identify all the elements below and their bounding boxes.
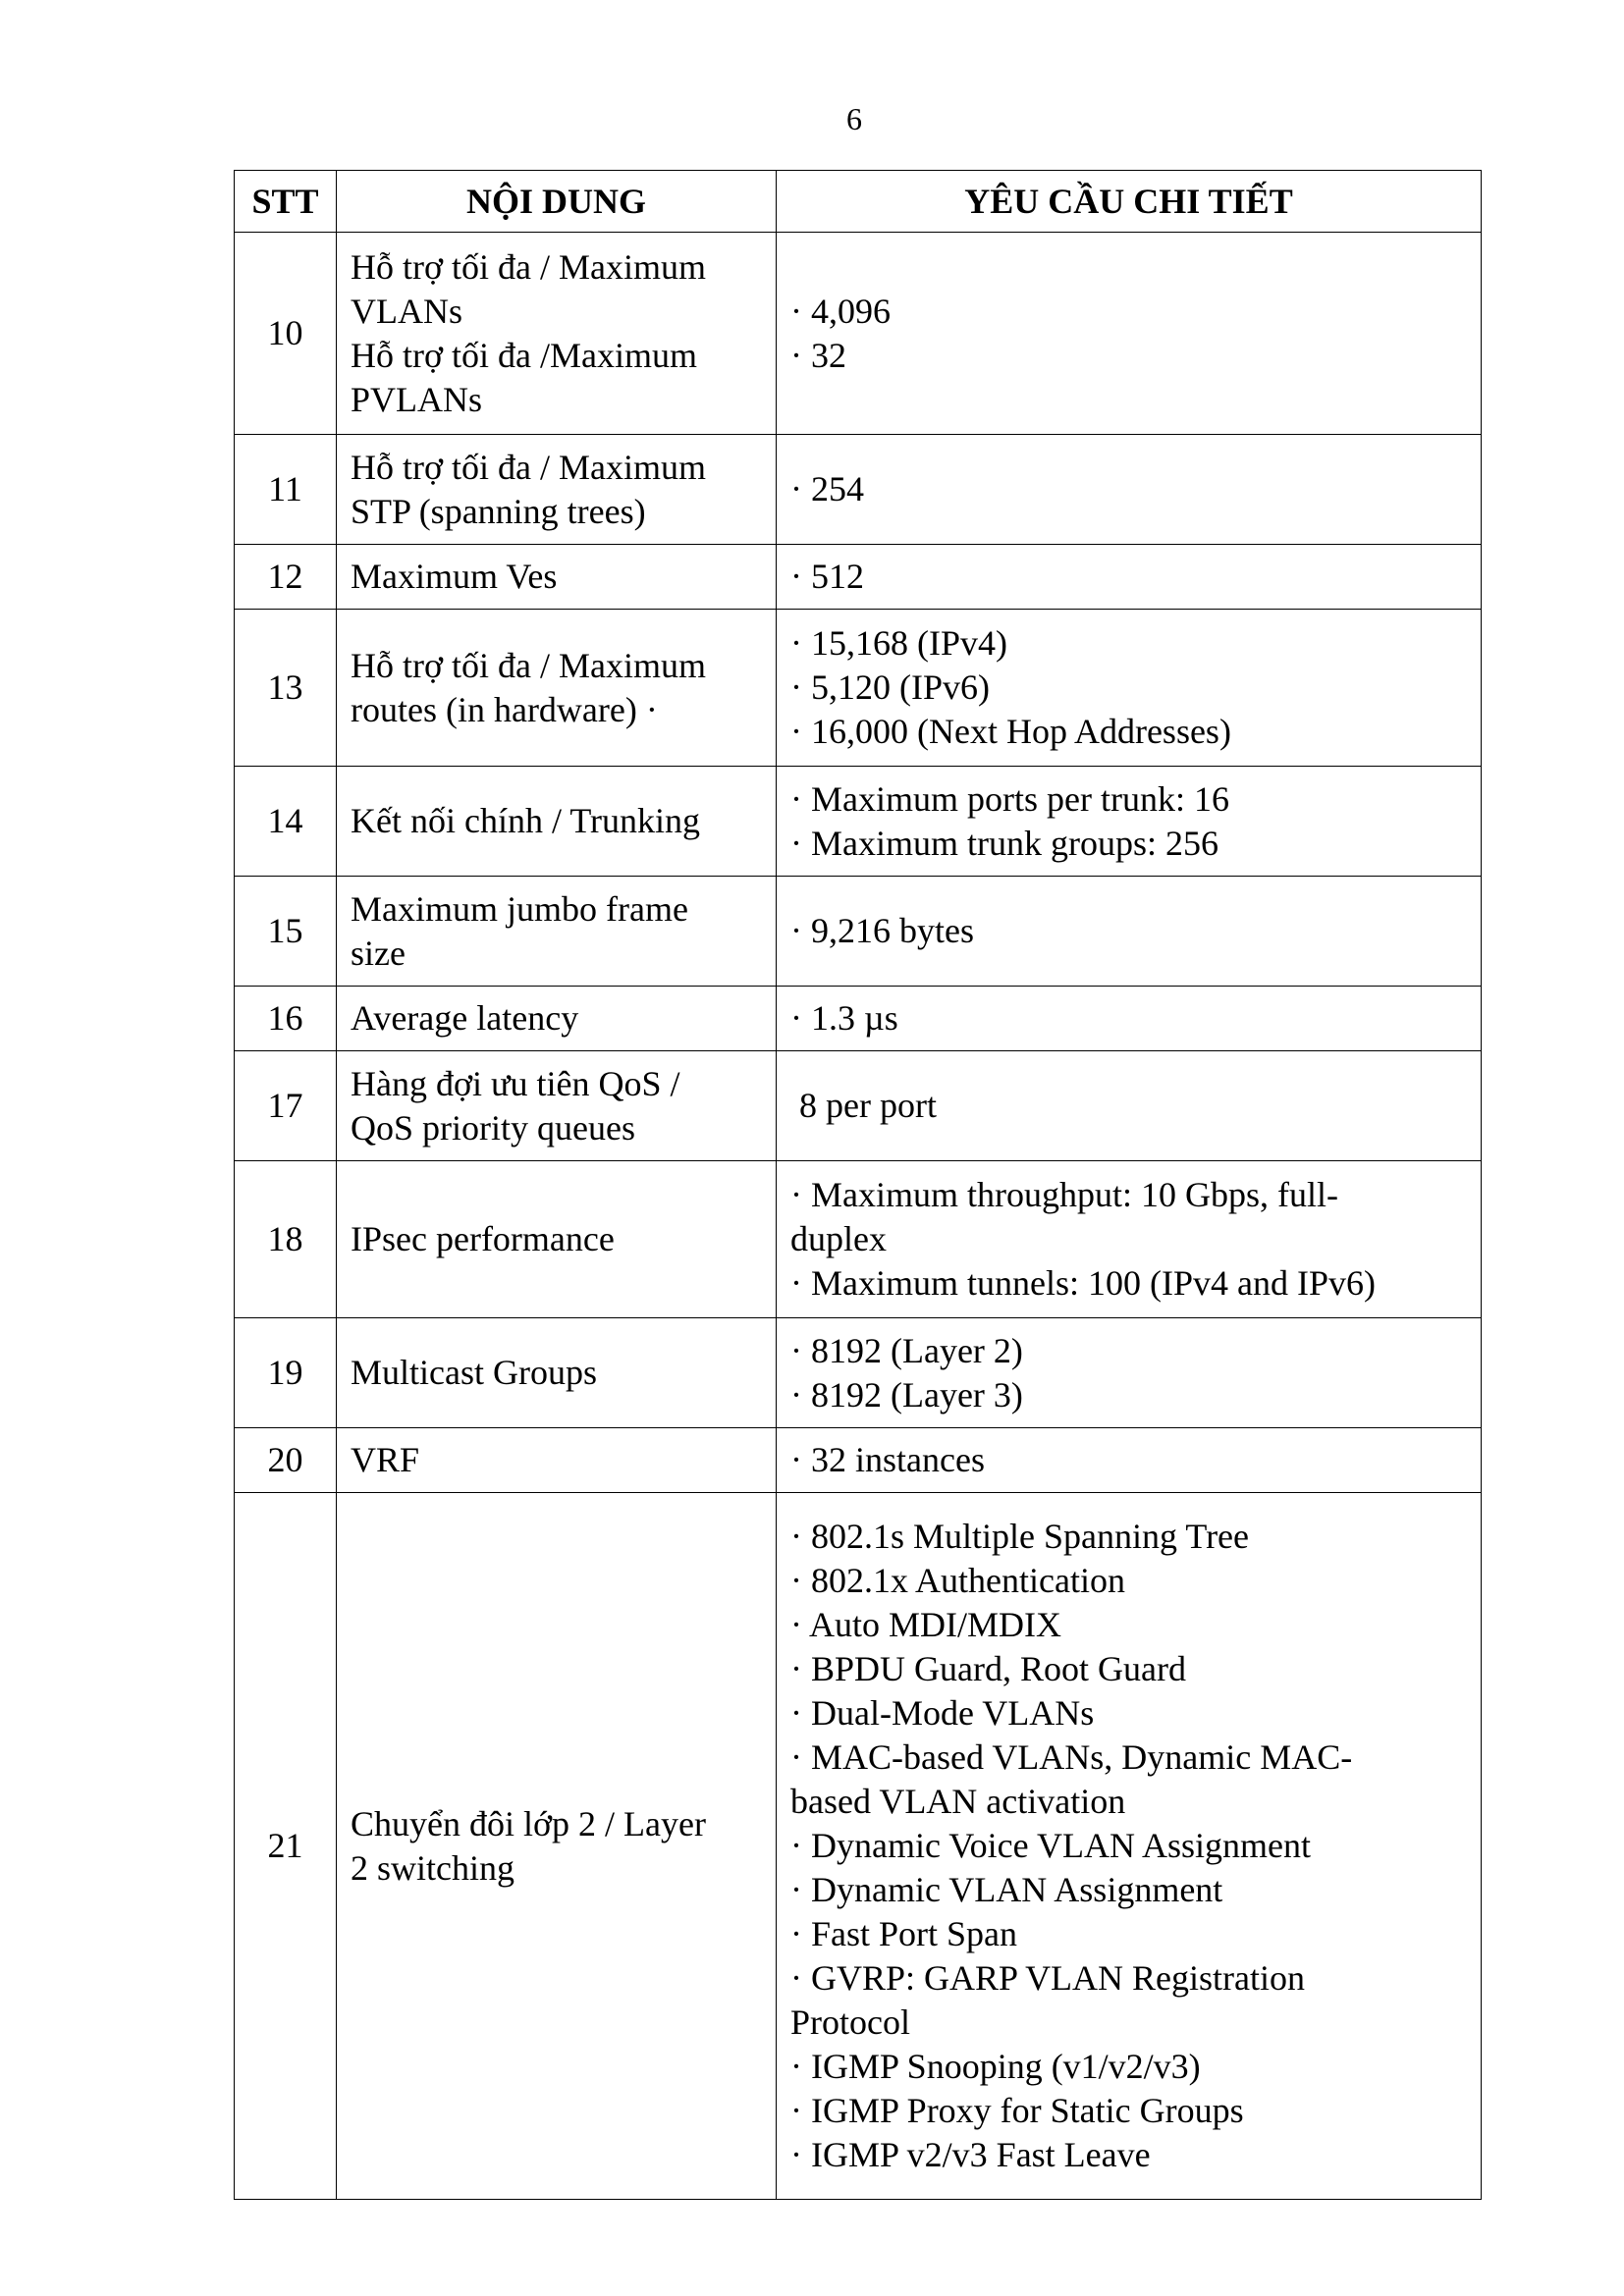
table-row xyxy=(235,610,1482,767)
requirement-item: · IGMP v2/v3 Fast Leave xyxy=(790,2135,1151,2174)
row-stt: 12 xyxy=(235,545,337,610)
row-content: Maximum jumbo frame size xyxy=(337,877,777,987)
requirement-item: · Maximum tunnels: 100 (IPv4 and IPv6) xyxy=(790,1263,1376,1303)
row-stt: 18 xyxy=(235,1161,337,1318)
table-row xyxy=(235,877,1482,987)
row-requirements xyxy=(777,767,1482,877)
requirement-item: · 16,000 (Next Hop Addresses) xyxy=(790,712,1231,751)
requirement-item: · GVRP: GARP VLAN Registration Protocol xyxy=(790,1958,1306,2042)
requirement-item: · Maximum throughput: 10 Gbps, full- duplex xyxy=(790,1175,1338,1258)
row-content: IPsec performance xyxy=(337,1161,777,1318)
requirement-item: · IGMP Snooping (v1/v2/v3) xyxy=(790,2047,1201,2086)
requirement-item: · 8192 (Layer 3) xyxy=(790,1374,1023,1415)
requirement-item: · 802.1s Multiple Spanning Tree xyxy=(790,1517,1250,1556)
requirement-item: · 32 instances xyxy=(790,1440,985,1479)
row-requirements xyxy=(777,1161,1482,1318)
requirement-item: · BPDU Guard, Root Guard xyxy=(790,1649,1186,1688)
table-row xyxy=(235,233,1482,435)
row-requirements xyxy=(777,1428,1482,1493)
requirement-item: · Fast Port Span xyxy=(790,1914,1018,1953)
row-stt: 10 xyxy=(235,233,337,435)
row-stt: 15 xyxy=(235,877,337,987)
row-content: Hỗ trợ tối đa / Maximum VLANs Hỗ trợ tối đa /Maximum PVLANs xyxy=(337,233,777,435)
row-stt: 14 xyxy=(235,767,337,877)
row-requirements xyxy=(777,610,1482,767)
requirement-item: · 5,120 (IPv6) xyxy=(790,667,990,707)
page-number: 6 xyxy=(846,101,862,136)
row-content: VRF xyxy=(337,1428,777,1493)
table-body xyxy=(235,233,1482,2200)
requirement-item: · 1.3 µs xyxy=(790,998,898,1038)
table-row xyxy=(235,1051,1482,1161)
row-content: Multicast Groups xyxy=(337,1318,777,1428)
requirement-item: · 802.1x Authentication xyxy=(790,1561,1125,1600)
requirement-item: · 8192 (Layer 2) xyxy=(790,1330,1023,1370)
requirement-item: · 4,096 xyxy=(790,291,891,331)
table-row xyxy=(235,767,1482,877)
requirement-item: · 32 xyxy=(790,335,846,375)
requirement-item: 8 per port xyxy=(790,1086,937,1125)
row-content: Chuyển đôi lớp 2 / Layer 2 switching xyxy=(337,1493,777,2200)
row-content: Hỗ trợ tối đa / Maximum routes (in hardware) · xyxy=(337,610,777,767)
row-stt: 20 xyxy=(235,1428,337,1493)
table-row xyxy=(235,435,1482,545)
table-row xyxy=(235,545,1482,610)
row-requirements xyxy=(777,877,1482,987)
row-stt: 21 xyxy=(235,1493,337,2200)
header-row xyxy=(235,171,1482,233)
requirement-item: · Maximum ports per trunk: 16 xyxy=(790,778,1229,819)
requirement-item: · Maximum trunk groups: 256 xyxy=(790,823,1218,863)
spec-table xyxy=(234,170,1482,2200)
requirement-item: · 9,216 bytes xyxy=(790,911,974,950)
requirement-item: · Dual-Mode VLANs xyxy=(790,1693,1095,1733)
row-content: Hỗ trợ tối đa / Maximum STP (spanning trees) xyxy=(337,435,777,545)
row-content: Average latency xyxy=(337,987,777,1051)
table-row xyxy=(235,1161,1482,1318)
row-content: Kết nối chính / Trunking xyxy=(337,767,777,877)
row-requirements xyxy=(777,987,1482,1051)
row-requirements xyxy=(777,1318,1482,1428)
row-stt: 16 xyxy=(235,987,337,1051)
requirement-item: · MAC-based VLANs, Dynamic MAC- based VLAN activation xyxy=(790,1737,1353,1821)
requirement-item: · 512 xyxy=(790,557,864,596)
requirement-item: · Auto MDI/MDIX xyxy=(790,1605,1061,1644)
row-requirements xyxy=(777,1051,1482,1161)
row-stt: 13 xyxy=(235,610,337,767)
row-content: Maximum Ves xyxy=(337,545,777,610)
row-requirements xyxy=(777,1493,1482,2200)
header-stt: STT xyxy=(235,171,337,233)
header-content: NỘI DUNG xyxy=(337,171,777,233)
table-row xyxy=(235,1318,1482,1428)
table-row xyxy=(235,1493,1482,2200)
row-requirements xyxy=(777,545,1482,610)
row-requirements xyxy=(777,435,1482,545)
requirement-item: · 15,168 (IPv4) xyxy=(790,623,1007,663)
row-stt: 11 xyxy=(235,435,337,545)
requirement-item: · Dynamic Voice VLAN Assignment xyxy=(790,1826,1311,1865)
row-stt: 19 xyxy=(235,1318,337,1428)
table-row xyxy=(235,987,1482,1051)
row-content: Hàng đợi ưu tiên QoS / QoS priority queues xyxy=(337,1051,777,1161)
row-requirements xyxy=(777,233,1482,435)
requirement-item: · Dynamic VLAN Assignment xyxy=(790,1870,1223,1909)
header-requirements: YÊU CẦU CHI TIẾT xyxy=(777,171,1482,233)
table-row xyxy=(235,1428,1482,1493)
requirement-item: · 254 xyxy=(790,469,864,508)
requirement-item: · IGMP Proxy for Static Groups xyxy=(790,2091,1244,2130)
row-stt: 17 xyxy=(235,1051,337,1161)
